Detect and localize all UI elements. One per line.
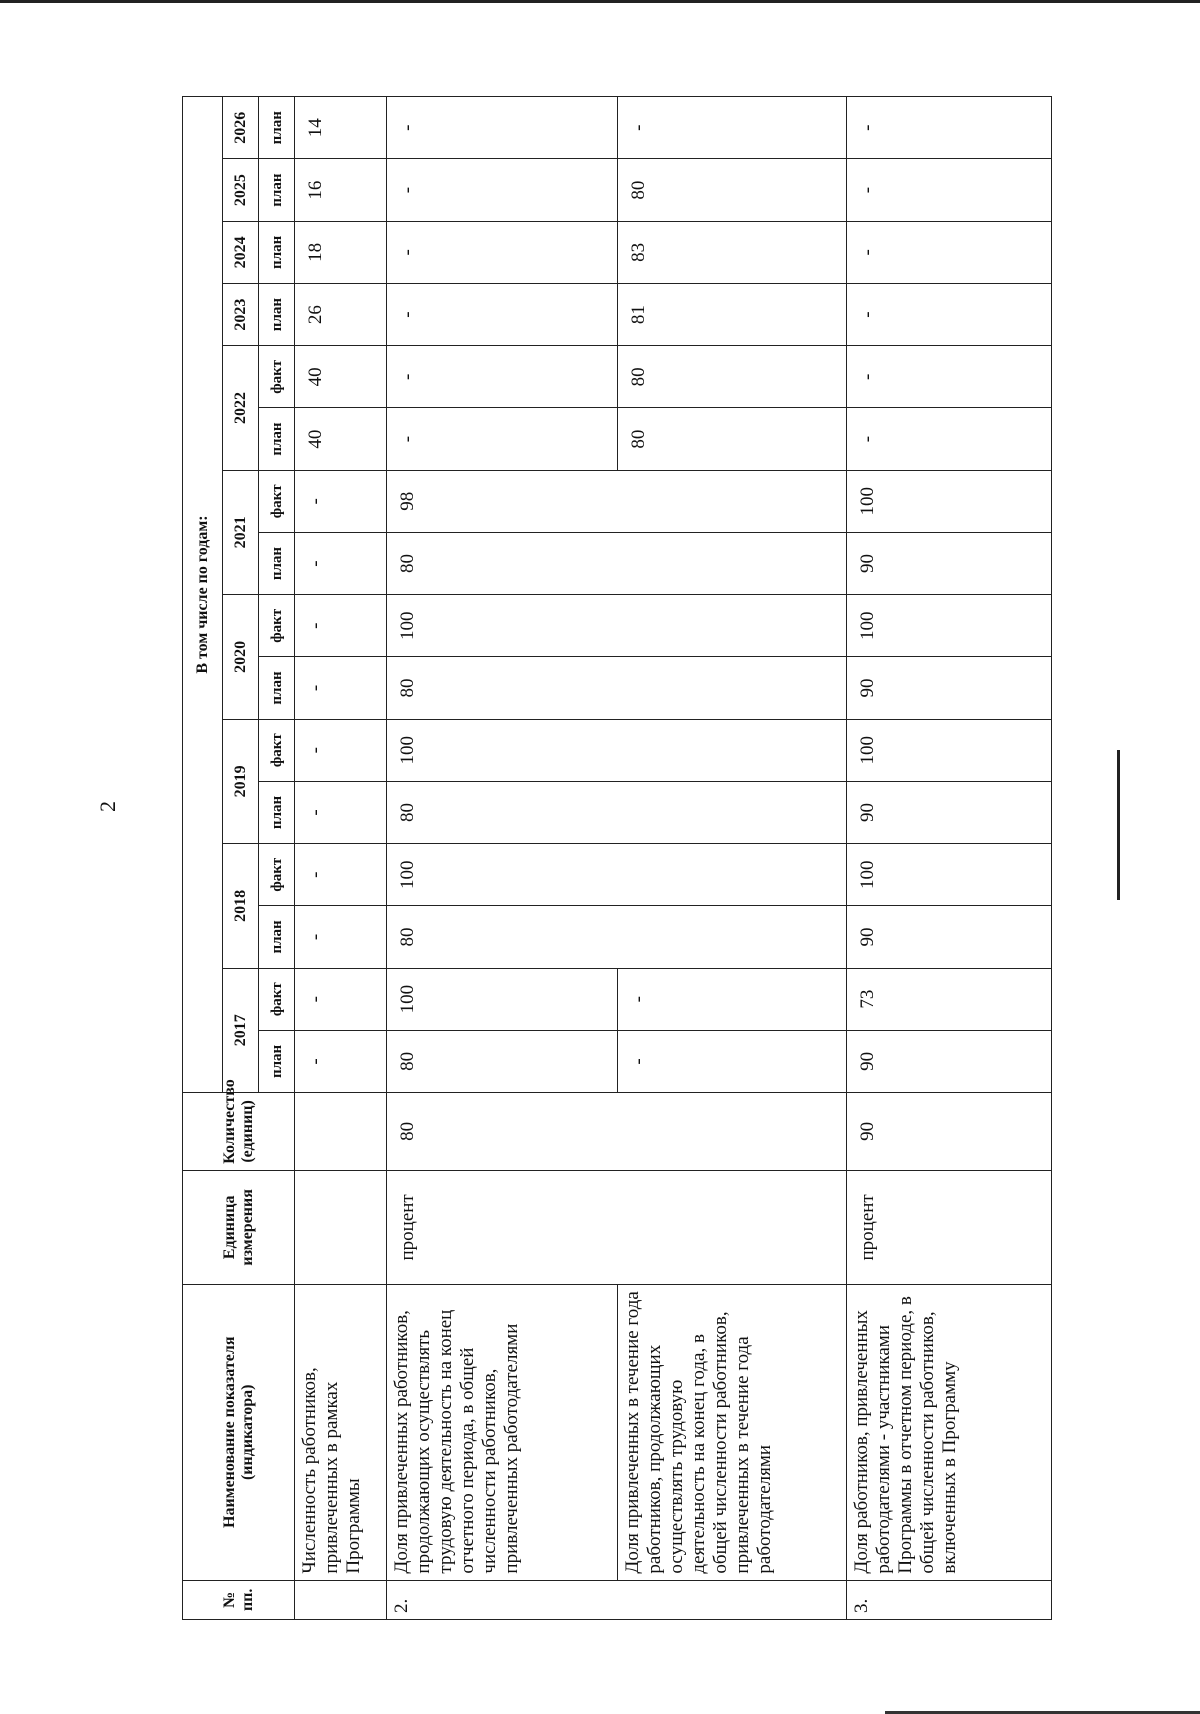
header-by-years: В том числе по годам: [183, 97, 223, 1093]
row-unit: процент [847, 1170, 1052, 1284]
header-name: Наименование показателя (индикатора) [183, 1284, 295, 1580]
cell-2018-plan: 90 [847, 906, 1052, 968]
header-plan: план [259, 781, 295, 843]
cell-2019-fact: - [295, 719, 387, 781]
header-year-2024: 2024 [223, 221, 259, 283]
header-year-2017: 2017 [223, 968, 259, 1092]
cell-2024-plan: - [847, 221, 1052, 283]
header-qty: Количество (единиц) [183, 1093, 295, 1171]
cell-2020-fact: 100 [387, 595, 847, 657]
cell-2017-fact: - [295, 968, 387, 1030]
cell-2022-fact: - [847, 346, 1052, 408]
cell-2021-plan: 90 [847, 532, 1052, 594]
cell-2023-plan: 81 [618, 283, 847, 345]
header-fact: факт [259, 470, 295, 532]
header-year-2019: 2019 [223, 719, 259, 843]
header-year-2020: 2020 [223, 595, 259, 719]
cell-2022-fact: 80 [618, 346, 847, 408]
row-no [295, 1580, 387, 1619]
header-plan: план [259, 532, 295, 594]
header-fact: факт [259, 968, 295, 1030]
row-unit: процент [387, 1170, 847, 1284]
header-year-2023: 2023 [223, 283, 259, 345]
cell-2025-plan: 80 [618, 159, 847, 221]
row-indicator-name: Доля привлеченных в течение года работников, продолжающих осуществлять трудовую деятельность на конец года, в общей численности работников, привлеченных в течение года работодателями [618, 1284, 847, 1580]
cell-2021-fact: 100 [847, 470, 1052, 532]
header-fact: факт [259, 595, 295, 657]
cell-2022-fact: - [387, 346, 618, 408]
row-indicator-name: Доля работников, привлеченных работодателями - участниками Программы в отчетном периоде, в общей численности работников, включенных в Программу [847, 1284, 1052, 1580]
cell-2022-plan: 40 [295, 408, 387, 470]
header-year-2021: 2021 [223, 470, 259, 594]
row-qty: 80 [387, 1093, 847, 1171]
cell-2023-plan: - [847, 283, 1052, 345]
cell-2019-plan: 80 [387, 781, 847, 843]
cell-2026-plan: - [387, 97, 618, 160]
cell-2018-plan: 80 [387, 906, 847, 968]
cell-2026-plan: - [847, 97, 1052, 160]
header-plan: план [259, 97, 295, 160]
cell-2018-plan: - [295, 906, 387, 968]
cell-2026-plan: - [618, 97, 847, 160]
header-fact: факт [259, 346, 295, 408]
cell-2020-fact: 100 [847, 595, 1052, 657]
table-row [387, 97, 618, 1620]
header-plan: план [259, 657, 295, 719]
header-fact: факт [259, 719, 295, 781]
cell-2025-plan: 16 [295, 159, 387, 221]
page-number: 2 [95, 801, 120, 812]
cell-2025-plan: - [847, 159, 1052, 221]
header-plan: план [259, 221, 295, 283]
row-no: 3. [847, 1580, 1052, 1619]
header-year-2025: 2025 [223, 159, 259, 221]
cell-2019-plan: - [295, 781, 387, 843]
cell-2026-plan: 14 [295, 97, 387, 160]
cell-2024-plan: 18 [295, 221, 387, 283]
row-qty [295, 1093, 387, 1171]
header-fact: факт [259, 844, 295, 906]
header-year-2022: 2022 [223, 346, 259, 470]
table-row [847, 97, 1052, 1620]
header-plan: план [259, 906, 295, 968]
cell-2021-plan: 80 [387, 532, 847, 594]
cell-2022-plan: 80 [618, 408, 847, 470]
header-plan: план [259, 408, 295, 470]
header-plan: план [259, 283, 295, 345]
row-qty: 90 [847, 1093, 1052, 1171]
cell-2022-plan: - [387, 408, 618, 470]
cell-2024-plan: - [387, 221, 618, 283]
table-row [295, 97, 387, 1620]
rotated-table-container [182, 96, 1052, 1620]
cell-2017-plan: - [295, 1030, 387, 1092]
top-border-line [0, 0, 1200, 3]
cell-2021-fact: - [295, 470, 387, 532]
cell-2021-fact: 98 [387, 470, 847, 532]
cell-2019-fact: 100 [387, 719, 847, 781]
cell-2020-plan: 90 [847, 657, 1052, 719]
cell-2023-plan: 26 [295, 283, 387, 345]
cell-2018-fact: 100 [847, 844, 1052, 906]
row-no: 2. [387, 1580, 847, 1619]
header-year-2018: 2018 [223, 844, 259, 968]
cell-2020-fact: - [295, 595, 387, 657]
cell-2023-plan: - [387, 283, 618, 345]
header-no: № пп. [183, 1580, 295, 1619]
cell-2022-plan: - [847, 408, 1052, 470]
cell-2018-fact: 100 [387, 844, 847, 906]
row-indicator-name: Численность работников, привлеченных в рамках Программы [295, 1284, 387, 1580]
cell-2017-fact: - [618, 968, 847, 1030]
header-plan: план [259, 1030, 295, 1092]
cell-2024-plan: 83 [618, 221, 847, 283]
cell-2025-plan: - [387, 159, 618, 221]
cell-2020-plan: 80 [387, 657, 847, 719]
indicators-table [182, 96, 1052, 1620]
cell-2019-fact: 100 [847, 719, 1052, 781]
header-plan: план [259, 159, 295, 221]
cell-2017-plan: 90 [847, 1030, 1052, 1092]
cell-2017-fact: 73 [847, 968, 1052, 1030]
row-unit [295, 1170, 387, 1284]
cell-2021-plan: - [295, 532, 387, 594]
cell-2017-fact: 100 [387, 968, 618, 1030]
cell-2018-fact: - [295, 844, 387, 906]
margin-mark-line [1117, 750, 1120, 900]
cell-2019-plan: 90 [847, 781, 1052, 843]
cell-2020-plan: - [295, 657, 387, 719]
header-unit: Единица измерения [183, 1170, 295, 1284]
cell-2017-plan: 80 [387, 1030, 618, 1092]
row-indicator-name: Доля привлеченных работников, продолжающих осуществлять трудовую деятельность на конец отчетного периода, в общей численности работников, привлеченных работодателями [387, 1284, 618, 1580]
cell-2017-plan: - [618, 1030, 847, 1092]
header-year-2026: 2026 [223, 97, 259, 160]
cell-2022-fact: 40 [295, 346, 387, 408]
